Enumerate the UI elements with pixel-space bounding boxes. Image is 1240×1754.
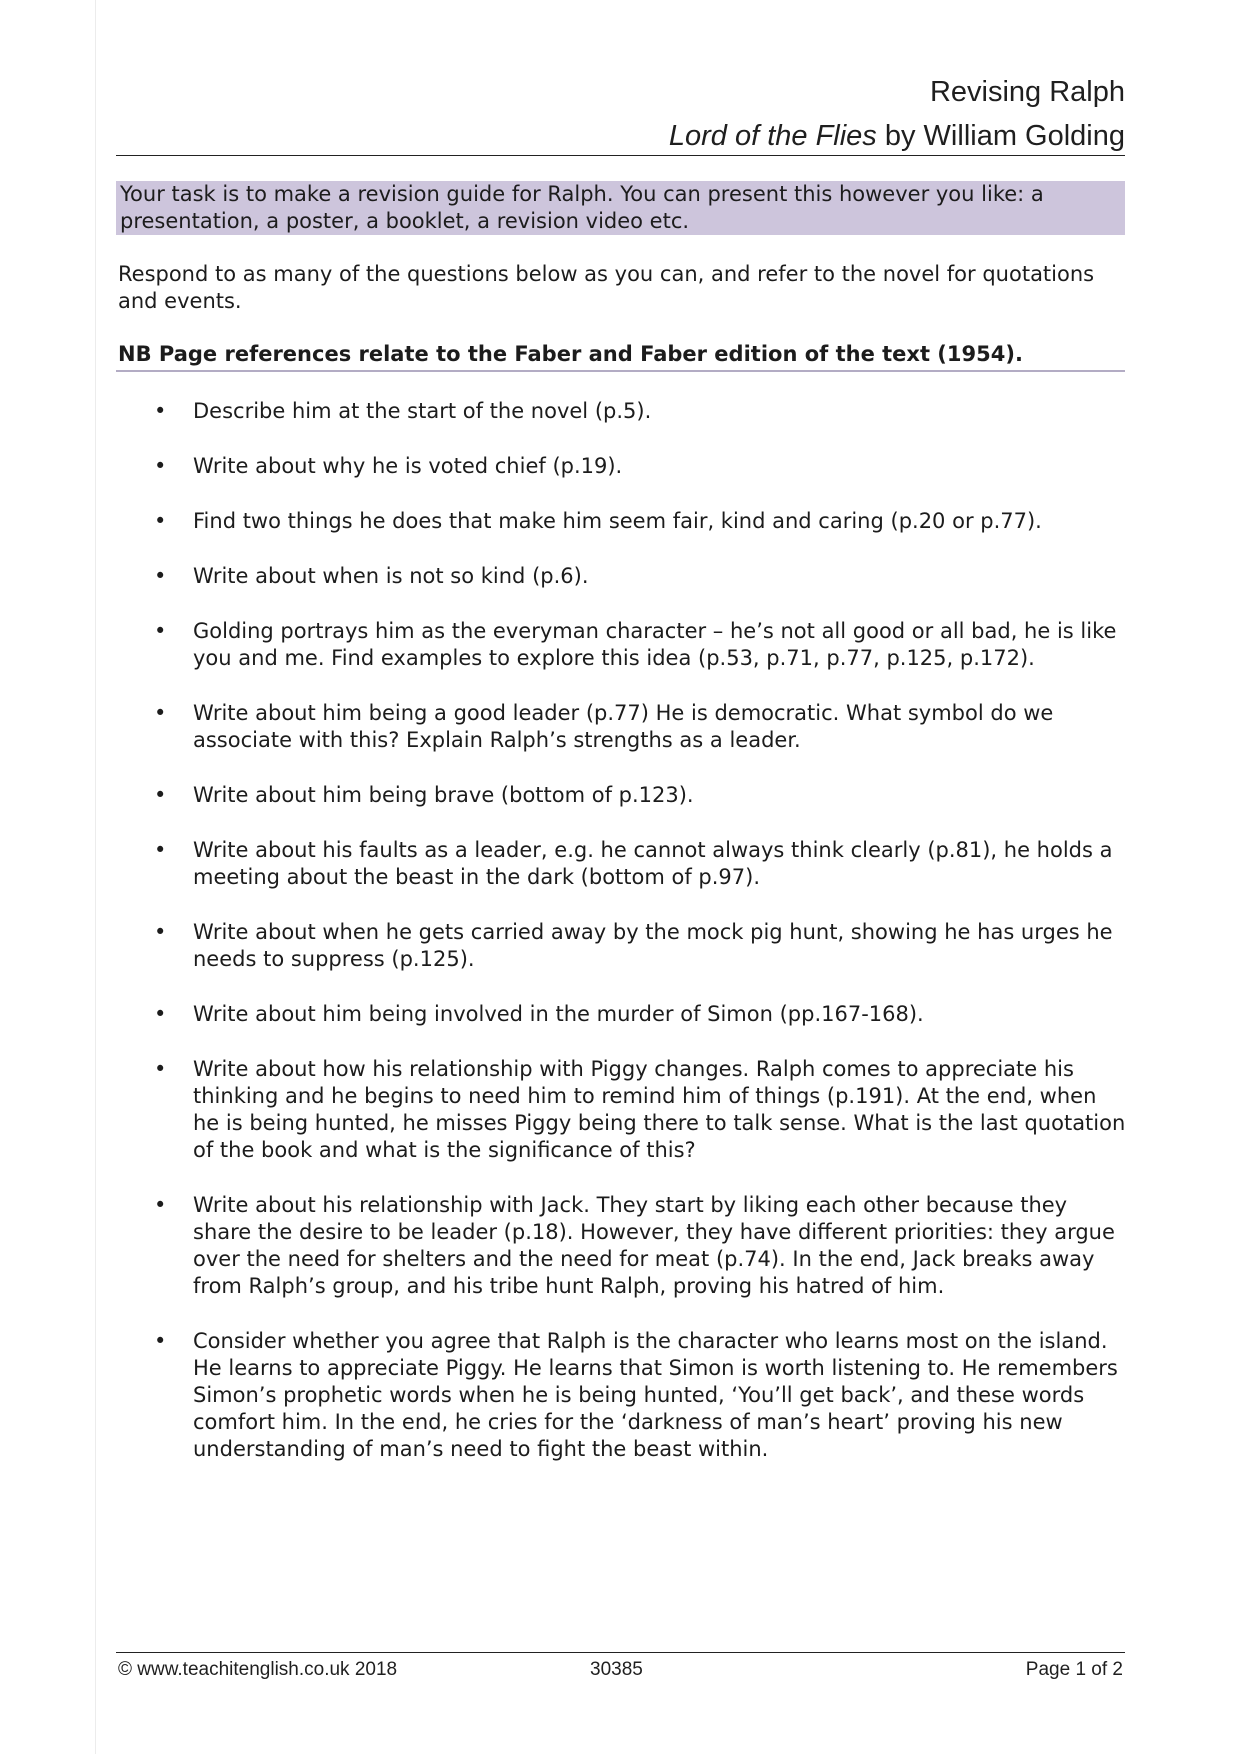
page-subtitle — [116, 114, 1125, 158]
book-author: by William Golding — [876, 120, 1125, 152]
bullet-icon: • — [154, 701, 167, 725]
bullet-icon: • — [154, 1002, 167, 1026]
bullet-icon: • — [154, 564, 167, 588]
footer-divider — [116, 1652, 1125, 1653]
question-text: Consider whether you agree that Ralph is the character who learns most on the island. He learns to appreciate Piggy. He learns that Simon is worth listening to. He remembers Simon’s prophetic words when he is being hunted, ‘You’ll get back’, and these words comfort him. In the end, he cries for the ‘darkness of man’s heart’ proving his new understanding of man’s need to fight the beast within. — [193, 1329, 1118, 1461]
page-title: Revising Ralph — [929, 76, 1125, 108]
bullet-icon: • — [154, 783, 167, 807]
bullet-icon: • — [154, 838, 167, 862]
question-item — [0, 508, 1128, 535]
question-text: Write about when is not so kind (p.6). — [193, 564, 589, 588]
question-item — [0, 1056, 1128, 1164]
footer-resource-code: 30385 — [590, 1659, 643, 1680]
question-item — [0, 1328, 1128, 1463]
bullet-icon: • — [154, 454, 167, 478]
footer-page-number: Page 1 of 2 — [1025, 1659, 1123, 1680]
question-text: Find two things he does that make him seem fair, kind and caring (p.20 or p.77). — [193, 509, 1042, 533]
nb-divider — [116, 370, 1125, 372]
question-text: Write about him being involved in the murder of Simon (pp.167-168). — [193, 1002, 924, 1026]
intro-text: Respond to as many of the questions below as you can, and refer to the novel for quotations and events. — [118, 262, 1095, 313]
bullet-icon: • — [154, 399, 167, 423]
question-item — [0, 1001, 1128, 1028]
question-text: Write about when he gets carried away by the mock pig hunt, showing he has urges he needs to suppress (p.125). — [193, 920, 1113, 971]
bullet-icon: • — [154, 1057, 167, 1081]
question-item — [0, 700, 1128, 754]
question-text: Golding portrays him as the everyman character – he’s not all good or all bad, he is like you and me. Find examples to explore this idea (p.53, p.71, p.77, p.125, p.172). — [193, 619, 1117, 670]
question-text: Write about him being a good leader (p.77) He is democratic. What symbol do we associate with this? Explain Ralph’s strengths as a leader. — [193, 701, 1054, 752]
header-divider — [116, 155, 1125, 156]
bullet-icon: • — [154, 920, 167, 944]
question-item — [0, 563, 1128, 590]
task-box: Your task is to make a revision guide for Ralph. You can present this however you like: a presentation, a poster, a booklet, a revision video etc. — [116, 181, 1125, 235]
question-text: Write about his faults as a leader, e.g. he cannot always think clearly (p.81), he holds a meeting about the beast in the dark (bottom of p.97). — [193, 838, 1113, 889]
nb-note: NB Page references relate to the Faber and Faber edition of the text (1954). — [118, 342, 1023, 366]
question-item — [0, 618, 1128, 672]
question-item — [0, 453, 1128, 480]
question-text: Describe him at the start of the novel (p.5). — [193, 399, 652, 423]
question-item — [0, 837, 1128, 891]
page-header — [116, 70, 1125, 158]
question-text: Write about why he is voted chief (p.19). — [193, 454, 623, 478]
question-list — [0, 398, 1240, 1491]
question-item — [0, 398, 1128, 425]
bullet-icon: • — [154, 1329, 167, 1353]
bullet-icon: • — [154, 619, 167, 643]
question-text: Write about him being brave (bottom of p.123). — [193, 783, 694, 807]
footer-copyright: © www.teachitenglish.co.uk 2018 — [118, 1659, 398, 1680]
bullet-icon: • — [154, 1193, 167, 1217]
question-text: Write about how his relationship with Piggy changes. Ralph comes to appreciate his thinking and he begins to need him to remind him of things (p.191). At the end, when he is being hunted, he misses Piggy being there to talk sense. What is the last quotation of the book and what is the significance of this? — [193, 1057, 1126, 1162]
bullet-icon: • — [154, 509, 167, 533]
book-title: Lord of the Flies — [668, 120, 877, 152]
question-item — [0, 782, 1128, 809]
page-footer — [116, 1656, 1125, 1686]
question-item — [0, 919, 1128, 973]
question-item — [0, 1192, 1128, 1300]
question-text: Write about his relationship with Jack. They start by liking each other because they share the desire to be leader (p.18). However, they have different priorities: they argue over the need for shelters and the need for meat (p.74). In the end, Jack breaks away from Ralph’s group, and his tribe hunt Ralph, proving his hatred of him. — [193, 1193, 1115, 1298]
